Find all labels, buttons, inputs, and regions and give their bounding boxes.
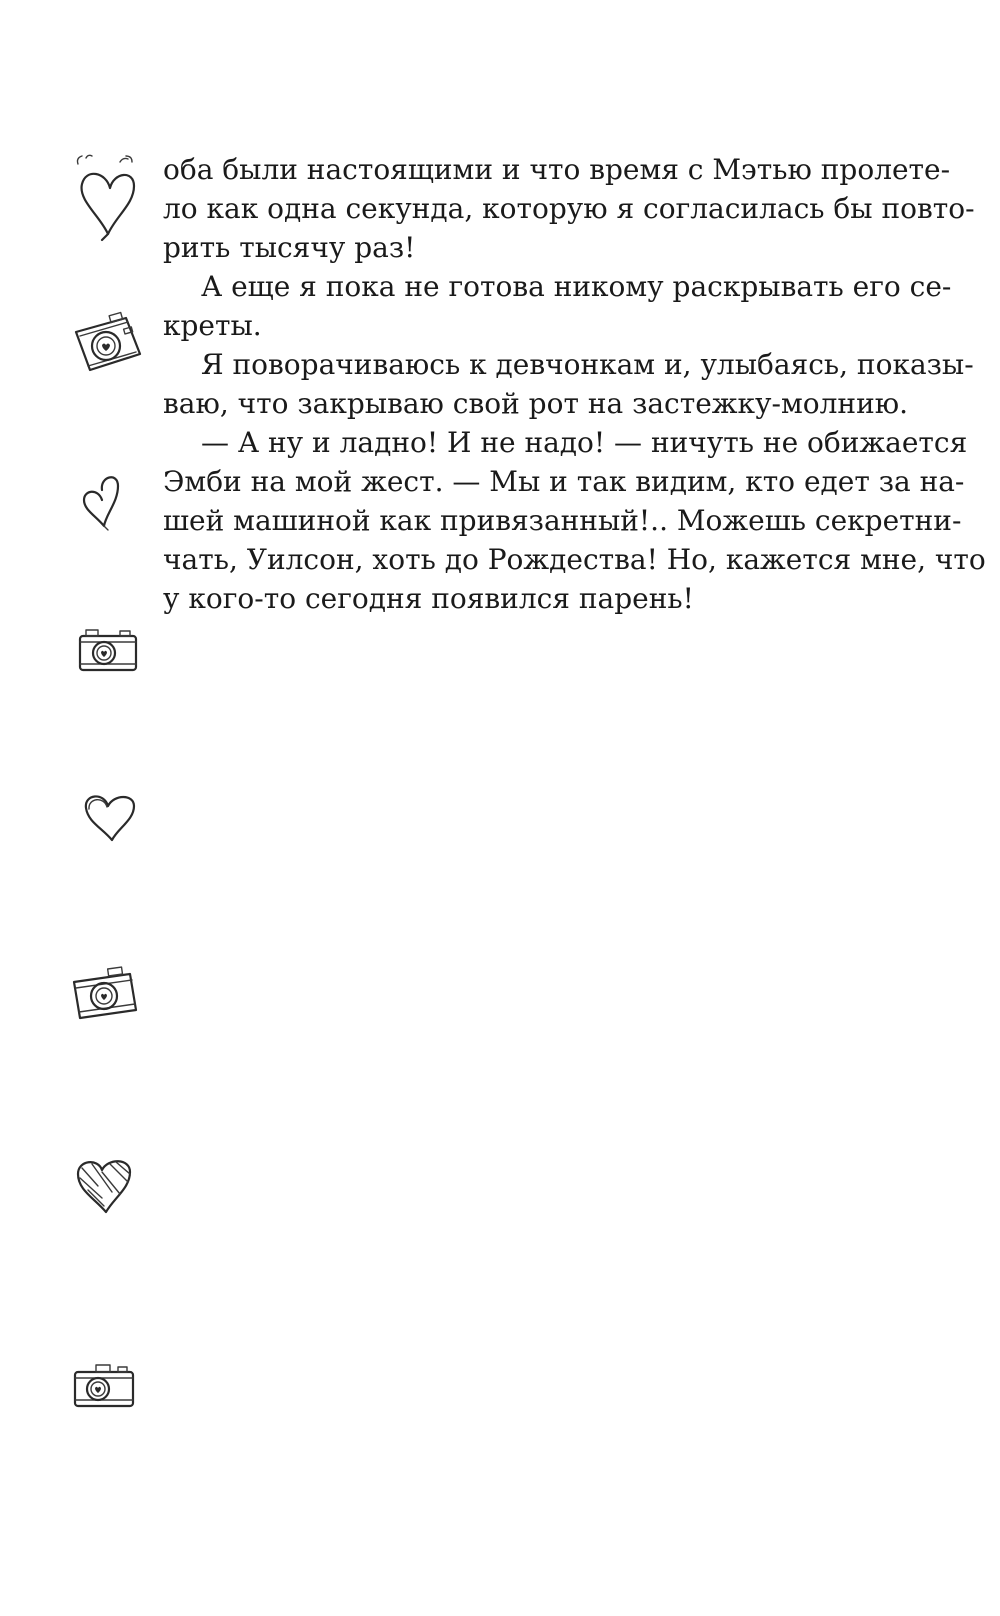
text-line: шей машиной как привязанный!.. Можешь секретни- <box>163 504 962 537</box>
paragraph <box>163 423 986 618</box>
paragraph <box>163 150 975 267</box>
text-line: оба были настоящими и что время с Мэтью пролете- <box>163 153 951 186</box>
text-line: Я поворачиваюсь к девчонкам и, улыбаясь, показы- <box>201 348 974 381</box>
paragraph <box>163 345 974 423</box>
heart-doodle-icon <box>80 790 138 844</box>
heart-doodle-icon <box>78 468 128 532</box>
text-line: ваю, что закрываю свой рот на застежку-молнию. <box>163 387 909 420</box>
heart-doodle-icon <box>72 152 142 244</box>
paragraph <box>163 267 952 345</box>
camera-doodle-icon <box>76 626 140 674</box>
body-text <box>163 150 986 618</box>
text-line: у кого-то сегодня появился парень! <box>163 582 694 615</box>
text-line: ло как одна секунда, которую я согласилась бы повто- <box>163 192 975 225</box>
camera-doodle-icon <box>72 1362 136 1410</box>
text-line: чать, Уилсон, хоть до Рождества! Но, кажется мне, что <box>163 543 986 576</box>
text-line: креты. <box>163 309 262 342</box>
text-line: Эмби на мой жест. — Мы и так видим, кто едет за на- <box>163 465 965 498</box>
striped-heart-doodle-icon <box>72 1156 136 1216</box>
camera-doodle-icon <box>70 310 146 376</box>
text-line: А еще я пока не готова никому раскрывать его се- <box>201 270 952 303</box>
text-line: рить тысячу раз! <box>163 231 416 264</box>
camera-doodle-icon <box>70 966 142 1024</box>
text-line: — А ну и ладно! И не надо! — ничуть не обижается <box>201 426 968 459</box>
